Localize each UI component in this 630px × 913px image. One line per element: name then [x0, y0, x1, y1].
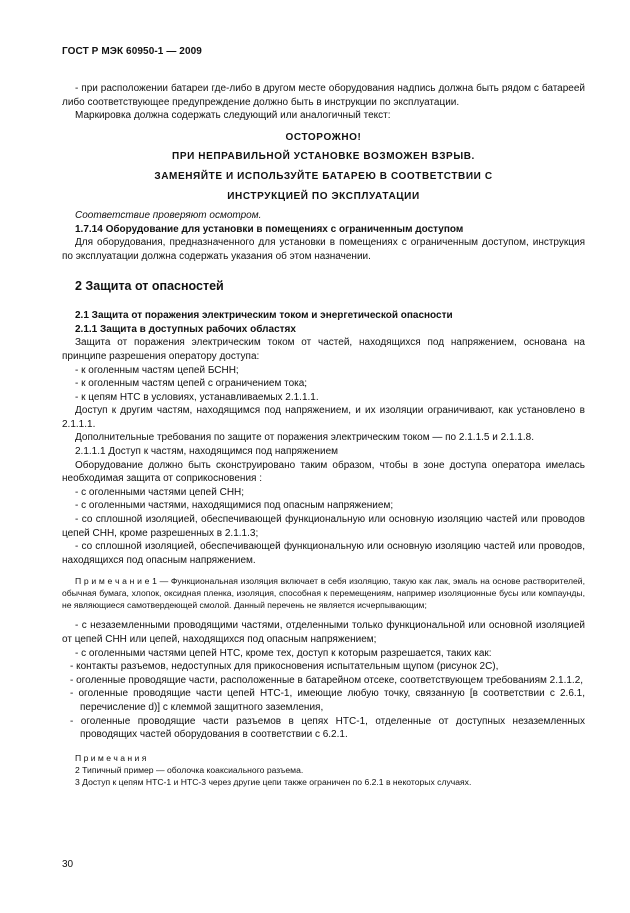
paragraph: - при расположении батареи где-либо в другом месте оборудования надпись должна быть рядом с батареей либо соответствующее предупреждение должно быть в инструкции по эксплуатации.: [62, 83, 585, 108]
subsection-heading: 2.1 Защита от поражения электрическим током и энергетической опасности: [75, 310, 453, 322]
paragraph: Доступ к другим частям, находящимся под напряжением, и их изоляции ограничивают, как установлено в 2.1.1.1.: [62, 405, 585, 430]
list-item: - к оголенным частям цепей с ограничением тока;: [75, 378, 308, 390]
list-item: - со сплошной изоляцией, обеспечивающей функциональную или основную изоляцию частей или проводов цепей СНН, кроме разрешенных в 2.1.1.3;: [62, 514, 585, 539]
subsection-heading: 2.1.1 Защита в доступных рабочих областях: [75, 323, 296, 335]
paragraph: Дополнительные требования по защите от поражения электрическим током — по 2.1.1.5 и 2.1.1.8.: [75, 432, 534, 444]
document-header: ГОСТ Р МЭК 60950-1 — 2009: [62, 46, 202, 57]
paragraph: Оборудование должно быть сконструировано таким образом, чтобы в зоне доступа оператора имелась необходимая защита от соприкосновения :: [62, 459, 585, 485]
page-number: 30: [62, 859, 74, 870]
sub-list-item: - оголенные проводящие части, расположенные в батарейном отсеке, соответствующем требованиям 2.1.1.2,: [70, 674, 584, 686]
notes-label: П р и м е ч а н и я: [75, 752, 147, 763]
note-text: — Функциональная изоляция включает в себя изоляцию, такую как лак, эмаль на основе растворителей, обычная бумага, хлопок, оксидная пленка, изоляция, способная к перемещениям, например изоляционные бусы или компаунды, не являющиеся самотвердеющей смолой. Данный перечень не является исчерпывающим;: [62, 576, 585, 611]
note-label: П р и м е ч а н и е 1: [75, 576, 157, 587]
warning-line: ЗАМЕНЯЙТЕ И ИСПОЛЬЗУЙТЕ БАТАРЕЮ В СООТВЕТСТВИИ С: [154, 170, 493, 182]
paragraph: Маркировка должна содержать следующий или аналогичный текст:: [75, 110, 391, 122]
clause-title: 2.1.1.1 Доступ к частям, находящимся под напряжением: [75, 446, 339, 458]
paragraph: Для оборудования, предназначенного для установки в помещениях с ограниченным доступом, инструкция по эксплуатации должна содержать указания об этом назначении.: [62, 237, 585, 262]
compliance-check: Соответствие проверяют осмотром.: [75, 210, 262, 222]
document-body: [62, 82, 585, 788]
list-item: - к цепям НТС в условиях, устанавливаемых 2.1.1.1.: [75, 391, 319, 403]
note: 3 Доступ к цепям НТС-1 и НТС-3 через другие цепи также ограничен по 6.2.1 в некоторых случаях.: [75, 776, 472, 787]
list-item: - с незаземленными проводящими частями, отделенными только функциональной или основной изоляцией от цепей СНН или цепей, находящихся под опасным напряжением;: [62, 620, 585, 645]
sub-list-item: - оголенные проводящие части разъемов в цепях НТС-1, отделенные от доступных незаземленных проводящих частей оборудования в соответствии с 6.2.1.: [70, 715, 585, 741]
list-item: - со сплошной изоляцией, обеспечивающей функциональную или основную изоляцию частей или проводов, находящихся под опасным напряжением.: [62, 541, 585, 566]
clause-heading: 1.7.14 Оборудование для установки в помещениях с ограниченным доступом: [75, 223, 464, 235]
list-item: - к оголенным частям цепей БСНН;: [75, 364, 239, 376]
note: 2 Типичный пример — оболочка коаксиального разъема.: [75, 764, 304, 775]
note: [62, 575, 585, 611]
sub-list-item: - оголенные проводящие части цепей НТС-1, имеющие любую точку, связанную [в соответствии с 2.6.1, перечисление d)] с клеммой защитного заземления,: [70, 688, 585, 713]
paragraph: Защита от поражения электрическим током от частей, находящихся под напряжением, основана на принципе разрешения оператору доступа:: [62, 337, 585, 362]
warning-line: ПРИ НЕПРАВИЛЬНОЙ УСТАНОВКЕ ВОЗМОЖЕН ВЗРЫВ.: [172, 151, 475, 163]
section-heading: 2 Защита от опасностей: [75, 278, 224, 293]
list-item: - с оголенными частями цепей НТС, кроме тех, доступ к которым разрешается, таких как:: [75, 647, 492, 659]
list-item: - с оголенными частями, находящимися под опасным напряжением;: [75, 500, 394, 512]
warning-line: ИНСТРУКЦИЕЙ ПО ЭКСПЛУАТАЦИИ: [227, 190, 420, 202]
warning-line: ОСТОРОЖНО!: [285, 131, 362, 143]
list-item: - с оголенными частями цепей СНН;: [75, 486, 245, 498]
sub-list-item: - контакты разъемов, недоступных для прикосновения испытательным щупом (рисунок 2С),: [70, 661, 499, 673]
